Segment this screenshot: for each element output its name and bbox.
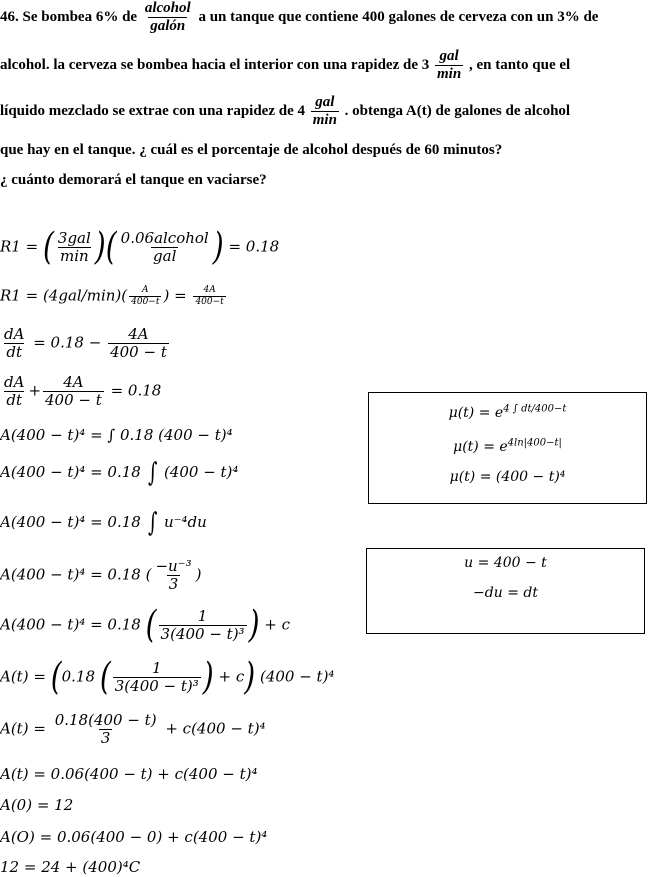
step-text: 0.18 (61, 667, 96, 686)
step-8 (0, 558, 201, 593)
substitution-line-2: −du = dt (473, 585, 538, 601)
substitution-line-1: u = 400 − t (464, 555, 547, 571)
step-text: R1 = (0, 237, 39, 256)
problem-line-4: que hay en el tanque. ¿ cuál es el porcentaje de alcohol después de 60 minutos? (0, 142, 503, 158)
step-11 (0, 712, 266, 747)
paren-close: ) (94, 224, 106, 269)
fraction-numerator: 0.18(400 − t) (54, 711, 157, 729)
fraction-denominator: 3(400 − t)³ (114, 676, 199, 695)
fraction-denominator: 400 − t (110, 342, 167, 361)
fraction-denominator: 3 (168, 574, 179, 593)
step-text: + c (218, 667, 245, 686)
step-5: A(400 − t)⁴ = ∫ 0.18 (400 − t)⁴ (0, 426, 233, 444)
step-text: + c(400 − t)⁴ (165, 719, 266, 738)
fraction-numerator: 0.06alcohol (120, 229, 209, 247)
concentration-fraction (119, 230, 211, 265)
problem-text-2a: alcohol. la cerveza se bombea hacia el interior con una rapidez de 3 (0, 56, 430, 73)
problem-line-1 (0, 0, 598, 35)
step-3 (0, 326, 171, 361)
paren-close: ) (244, 654, 256, 699)
integrating-factor-line-2 (369, 439, 646, 455)
outflow-result-fraction (193, 286, 225, 307)
inverse-power-fraction (159, 608, 247, 643)
rate-fraction (56, 230, 93, 265)
step-7 (0, 508, 207, 538)
simplified-fraction (53, 712, 159, 747)
outflow-fraction (108, 326, 169, 361)
problem-line-5: ¿ cuánto demorará el tanque en vaciarse? (0, 172, 267, 188)
step-text: A(t) = (0, 667, 46, 686)
fraction-numerator: 4A (128, 325, 149, 343)
step-text: + (28, 381, 42, 400)
paren-close: ) (248, 602, 260, 647)
fraction-denominator: dt (6, 390, 23, 409)
problem-text-1b: a un tanque que contiene 400 galones de cerveza con un 3% de (198, 8, 599, 25)
fraction-numerator: 4A (203, 285, 216, 295)
integral-sign: ∫ (147, 508, 158, 538)
fraction-denominator: 3(400 − t)³ (160, 624, 245, 643)
paren-open: ( (105, 224, 117, 269)
fraction-numerator: 1 (151, 659, 162, 677)
step-13: A(0) = 12 (0, 796, 74, 814)
paren-open: ( (50, 654, 62, 699)
step-text: ) = (163, 286, 187, 305)
fraction-numerator: gal (315, 94, 335, 110)
step-text: A(400 − t)⁴ = 0.18 (0, 615, 141, 634)
fraction-numerator: 4A (63, 373, 84, 391)
fraction-numerator: dA (4, 373, 25, 391)
step-6 (0, 458, 238, 488)
fraction-denominator: 3 (100, 728, 111, 747)
box-text: μ(t) = e (453, 439, 508, 455)
paren-close: ) (212, 224, 224, 269)
substitution-box (366, 548, 645, 634)
paren-open: ( (42, 224, 54, 269)
problem-text-3a: líquido mezclado se extrae con una rapidez de 4 (0, 102, 305, 119)
step-text: = 0.18 − (33, 333, 102, 352)
step-text: u⁻⁴du (163, 513, 207, 531)
step-text: (400 − t)⁴ (163, 463, 239, 481)
problem-line-2 (0, 48, 570, 83)
gal-per-min-fraction (311, 94, 339, 129)
paren-open: ( (145, 602, 157, 647)
integrating-factor-box (368, 392, 647, 504)
alcohol-per-gallon-fraction (143, 0, 193, 35)
exponent: 4ln|400−t| (507, 437, 562, 449)
inverse-power-fraction (113, 660, 201, 695)
fraction-denominator: dt (6, 342, 23, 361)
fraction-numerator: gal (439, 48, 459, 64)
fraction-denominator: 400−t (131, 296, 160, 307)
step-12: A(t) = 0.06(400 − t) + c(400 − t)⁴ (0, 765, 258, 783)
fraction-numerator: A (142, 285, 149, 295)
step-2 (0, 286, 228, 307)
paren-close: ) (202, 654, 214, 699)
fraction-denominator: galón (150, 17, 186, 34)
fraction-numerator: dA (4, 325, 25, 343)
step-text: A(t) = (0, 719, 46, 738)
fraction-numerator: 3gal (57, 229, 91, 247)
fraction-denominator: 400 − t (45, 390, 102, 409)
step-1 (0, 224, 280, 269)
step-text: A(400 − t)⁴ = 0.18 ( (0, 565, 152, 584)
fraction-denominator: min (437, 65, 462, 82)
integrating-factor-line-3: μ(t) = (400 − t)⁴ (449, 469, 566, 485)
step-9 (0, 602, 291, 647)
derivative-fraction (2, 374, 26, 409)
step-text: A(400 − t)⁴ = 0.18 (0, 513, 141, 531)
problem-text-3b: . obtenga A(t) de galones de alcohol (344, 102, 571, 119)
step-text: A(400 − t)⁴ = 0.18 (0, 463, 141, 481)
step-text: R1 = (4gal/min)( (0, 286, 128, 305)
problem-text-2b: , en tanto que el (468, 56, 571, 73)
step-text: = 0.18 (110, 381, 162, 400)
integrating-factor-line-1 (369, 405, 646, 421)
fraction-denominator: 400−t (195, 296, 224, 307)
outflow-fraction (129, 286, 161, 307)
integral-sign: ∫ (147, 458, 158, 488)
step-14: A(O) = 0.06(400 − 0) + c(400 − t)⁴ (0, 828, 268, 846)
fraction-denominator: min (312, 111, 337, 128)
problem-text-1a: 46. Se bombea 6% de (0, 8, 138, 25)
fraction-numerator: alcohol (144, 0, 191, 16)
antiderivative-fraction (153, 558, 193, 593)
step-10 (0, 654, 335, 699)
fraction-denominator: min (60, 246, 89, 265)
gal-per-min-fraction (435, 48, 463, 83)
step-15: 12 = 24 + (400)⁴C (0, 858, 141, 876)
outflow-fraction (43, 374, 104, 409)
step-text: ) (195, 565, 202, 584)
step-text: (400 − t)⁴ (259, 667, 335, 686)
fraction-numerator: −u⁻³ (155, 557, 192, 575)
step-4 (0, 374, 161, 409)
fraction-denominator: gal (153, 246, 177, 265)
derivative-fraction (2, 326, 26, 361)
exponent: 4 ∫ dt/400−t (503, 403, 567, 415)
box-text: μ(t) = e (448, 405, 504, 421)
problem-line-3 (0, 94, 570, 129)
fraction-numerator: 1 (197, 607, 208, 625)
step-text: = 0.18 (228, 237, 280, 256)
step-text: + c (264, 615, 291, 634)
paren-open: ( (99, 654, 111, 699)
